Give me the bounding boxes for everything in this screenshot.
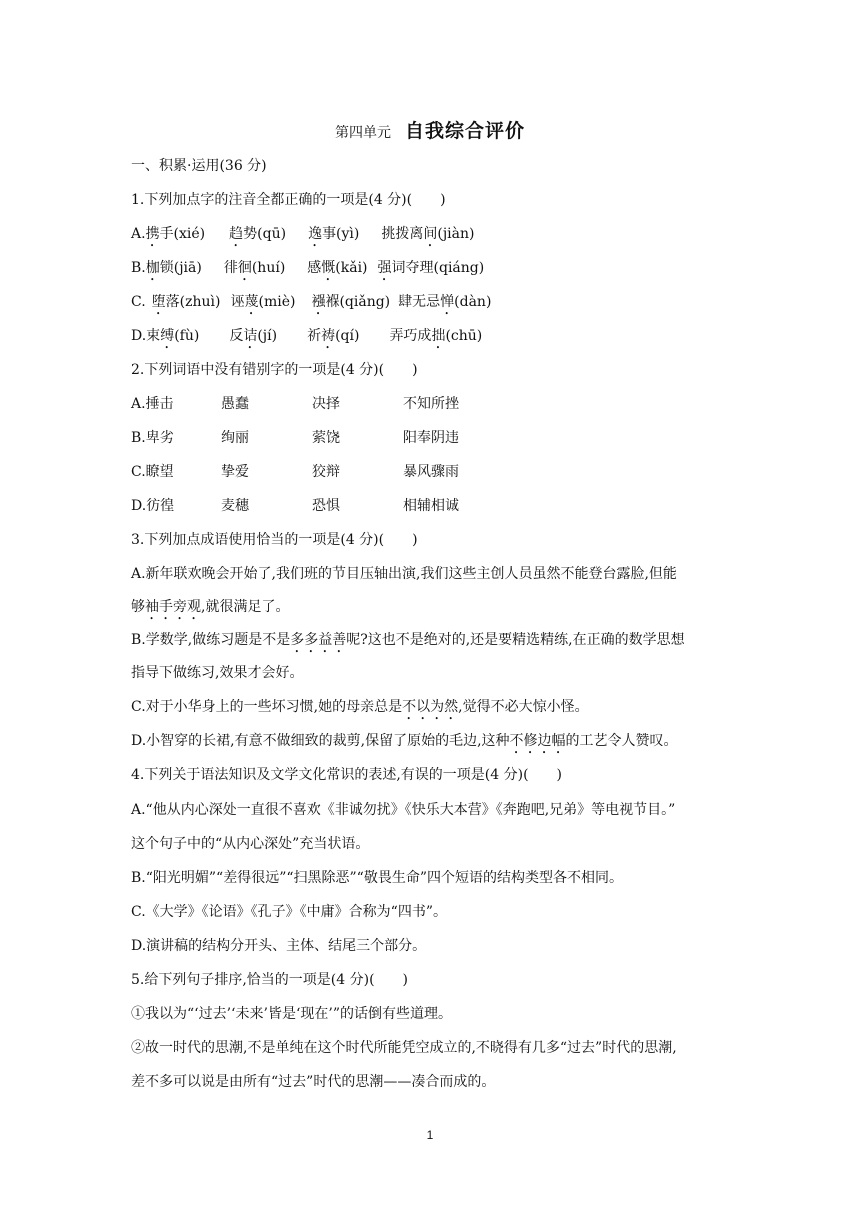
opt-text: ,就很满足了。 xyxy=(201,599,290,615)
opt-text: C.对于小华身上的一些坏习惯,她的母亲总是 xyxy=(131,699,403,715)
opt-text: 肆无忌 xyxy=(398,294,441,310)
dotted-char: 襁 xyxy=(311,294,326,310)
question-1-stem: 1.下列加点字的注音全都正确的一项是(4 分)( ) xyxy=(131,192,446,208)
question-2-stem: 2.下列词语中没有错别字的一项是(4 分)( ) xyxy=(131,362,418,378)
opt-text: 的工艺令人赞叹。 xyxy=(565,733,678,749)
question-4-option-a-line1: A.“他从内心深处一直很不喜欢《非诚勿扰》《快乐大本营》《奔跑吧,兄弟》等电视节目。” xyxy=(131,802,676,818)
opt-text: 弄巧成 xyxy=(389,328,432,344)
page-title xyxy=(0,116,860,143)
dotted-char: 强 xyxy=(377,260,392,276)
dotted-char: 诘 xyxy=(243,328,258,344)
opt-letter: B. xyxy=(131,260,146,276)
question-1-option-d xyxy=(131,326,482,352)
opt-letter: A. xyxy=(131,226,146,242)
opt-text: (jiàn) xyxy=(437,226,475,242)
opt-text: (kǎi) xyxy=(335,260,368,276)
opt-text: 呢?这也不是绝对的,还是要精选精练,在正确的数学思想 xyxy=(346,632,685,648)
opt-text: B.学数学,做练习题是不是 xyxy=(131,632,291,648)
q2-c-1: C.瞭望 xyxy=(131,464,174,480)
question-3-option-a-line1: A.新年联欢晚会开始了,我们班的节目压轴出演,我们这些主创人员虽然不能登台露脸,但能 xyxy=(131,566,677,582)
opt-text: 手(xié) xyxy=(159,226,206,242)
opt-text: 词夺理(qiáng) xyxy=(391,260,485,276)
question-1-option-a xyxy=(131,224,474,250)
q2-a-4: 不知所挫 xyxy=(403,396,459,412)
dotted-char: 祷 xyxy=(321,328,336,344)
q2-d-1: D.彷徨 xyxy=(131,498,175,514)
opt-text: 够 xyxy=(131,599,145,615)
q2-d-3: 恐惧 xyxy=(312,498,340,514)
opt-text: (jí) xyxy=(257,328,278,344)
unit-label: 第四单元 xyxy=(334,125,391,141)
opt-text: 挑拨离 xyxy=(381,226,424,242)
opt-letter: C. xyxy=(131,294,146,310)
dotted-char: 携 xyxy=(145,226,160,242)
q2-d-4: 相辅相诚 xyxy=(403,498,459,514)
opt-letter: D.束 xyxy=(131,328,161,344)
q2-c-4: 暴风骤雨 xyxy=(403,464,459,480)
opt-text: (huí) xyxy=(251,260,286,276)
q2-b-1: B.卑劣 xyxy=(131,430,174,446)
q2-a-2: 愚蠢 xyxy=(221,396,249,412)
dotted-char: 枷 xyxy=(145,260,160,276)
section-heading: 一、积累·运用(36 分) xyxy=(131,158,267,174)
opt-text: (dàn) xyxy=(454,294,492,310)
question-3-option-a-line2 xyxy=(131,597,289,623)
dotted-char: 堕 xyxy=(151,294,166,310)
opt-text: 褓(qiǎng) xyxy=(325,294,391,310)
question-3-option-b-line2: 指导下做练习,效果才会好。 xyxy=(131,665,304,681)
dotted-idiom: 不修边幅 xyxy=(509,733,566,749)
question-5-sentence-2-line1: ②故一时代的思潮,不是单纯在这个时代所能凭空成立的,不晓得有几多“过去”时代的思潮, xyxy=(131,1040,677,1056)
opt-text: 徘 xyxy=(223,260,238,276)
opt-text: 祈 xyxy=(307,328,322,344)
dotted-char: 逸 xyxy=(308,226,323,242)
opt-text: 锁(jiā) xyxy=(159,260,202,276)
opt-text: 落(zhuì) xyxy=(165,294,221,310)
opt-text: 诬 xyxy=(230,294,245,310)
q2-b-3: 萦饶 xyxy=(312,430,340,446)
question-5-stem: 5.给下列句子排序,恰当的一项是(4 分)( ) xyxy=(131,972,409,988)
opt-text: (fù) xyxy=(174,328,200,344)
opt-text: 感 xyxy=(307,260,322,276)
q2-a-1: A.捶击 xyxy=(131,396,174,412)
dotted-char: 惮 xyxy=(440,294,455,310)
q2-b-2: 绚丽 xyxy=(221,430,249,446)
opt-text: 势(qū) xyxy=(243,226,287,242)
q2-d-2: 麦穗 xyxy=(221,498,249,514)
opt-text: 反 xyxy=(229,328,244,344)
q2-c-3: 狡辩 xyxy=(312,464,340,480)
question-4-option-d: D.演讲稿的结构分开头、主体、结尾三个部分。 xyxy=(131,938,427,954)
question-3-stem: 3.下列加点成语使用恰当的一项是(4 分)( ) xyxy=(131,532,418,548)
dotted-char: 徊 xyxy=(237,260,252,276)
title-text: 自我综合评价 xyxy=(404,120,525,142)
opt-text: (qí) xyxy=(335,328,360,344)
page-number: 1 xyxy=(426,1128,434,1142)
opt-text: (miè) xyxy=(258,294,296,310)
dotted-idiom: 袖手旁观 xyxy=(145,599,201,615)
opt-text: ,觉得不必大惊小怪。 xyxy=(458,699,589,715)
dotted-char: 慨 xyxy=(321,260,336,276)
opt-text: D.小智穿的长裙,有意不做细致的裁剪,保留了原始的毛边,这种 xyxy=(131,733,510,749)
question-3-option-d xyxy=(131,731,678,757)
question-4-option-b: B.“阳光明媚”“差得很远”“扫黑除恶”“敬畏生命”四个短语的结构类型各不相同。 xyxy=(131,870,623,886)
q2-a-3: 决择 xyxy=(312,396,340,412)
dotted-char: 间 xyxy=(423,226,438,242)
dotted-idiom: 不以为然 xyxy=(402,699,459,715)
q2-b-4: 阳奉阴违 xyxy=(403,430,459,446)
dotted-char: 缚 xyxy=(160,328,175,344)
dotted-char: 趋 xyxy=(229,226,244,242)
question-5-sentence-2-line2: 差不多可以说是由所有“过去”时代的思潮——凑合而成的。 xyxy=(131,1074,496,1090)
q2-c-2: 挚爱 xyxy=(221,464,249,480)
dotted-char: 蔑 xyxy=(244,294,259,310)
dotted-char: 拙 xyxy=(431,328,446,344)
question-1-option-b xyxy=(131,258,484,284)
opt-text: 事(yì) xyxy=(322,226,360,242)
opt-text: (chū) xyxy=(445,328,483,344)
question-3-option-b-line1 xyxy=(131,630,685,656)
question-4-stem: 4.下列关于语法知识及文学文化常识的表述,有误的一项是(4 分)( ) xyxy=(131,767,563,783)
question-1-option-c xyxy=(131,292,491,318)
question-4-option-c: C.《大学》《论语》《孔子》《中庸》合称为“四书”。 xyxy=(131,904,447,920)
question-3-option-c xyxy=(131,697,589,723)
dotted-idiom: 多多益善 xyxy=(290,632,347,648)
question-4-option-a-line2: 这个句子中的“从内心深处”充当状语。 xyxy=(131,836,370,852)
question-5-sentence-1: ①我以为“‘过去’‘未来’皆是‘现在’”的话倒有些道理。 xyxy=(131,1006,453,1022)
